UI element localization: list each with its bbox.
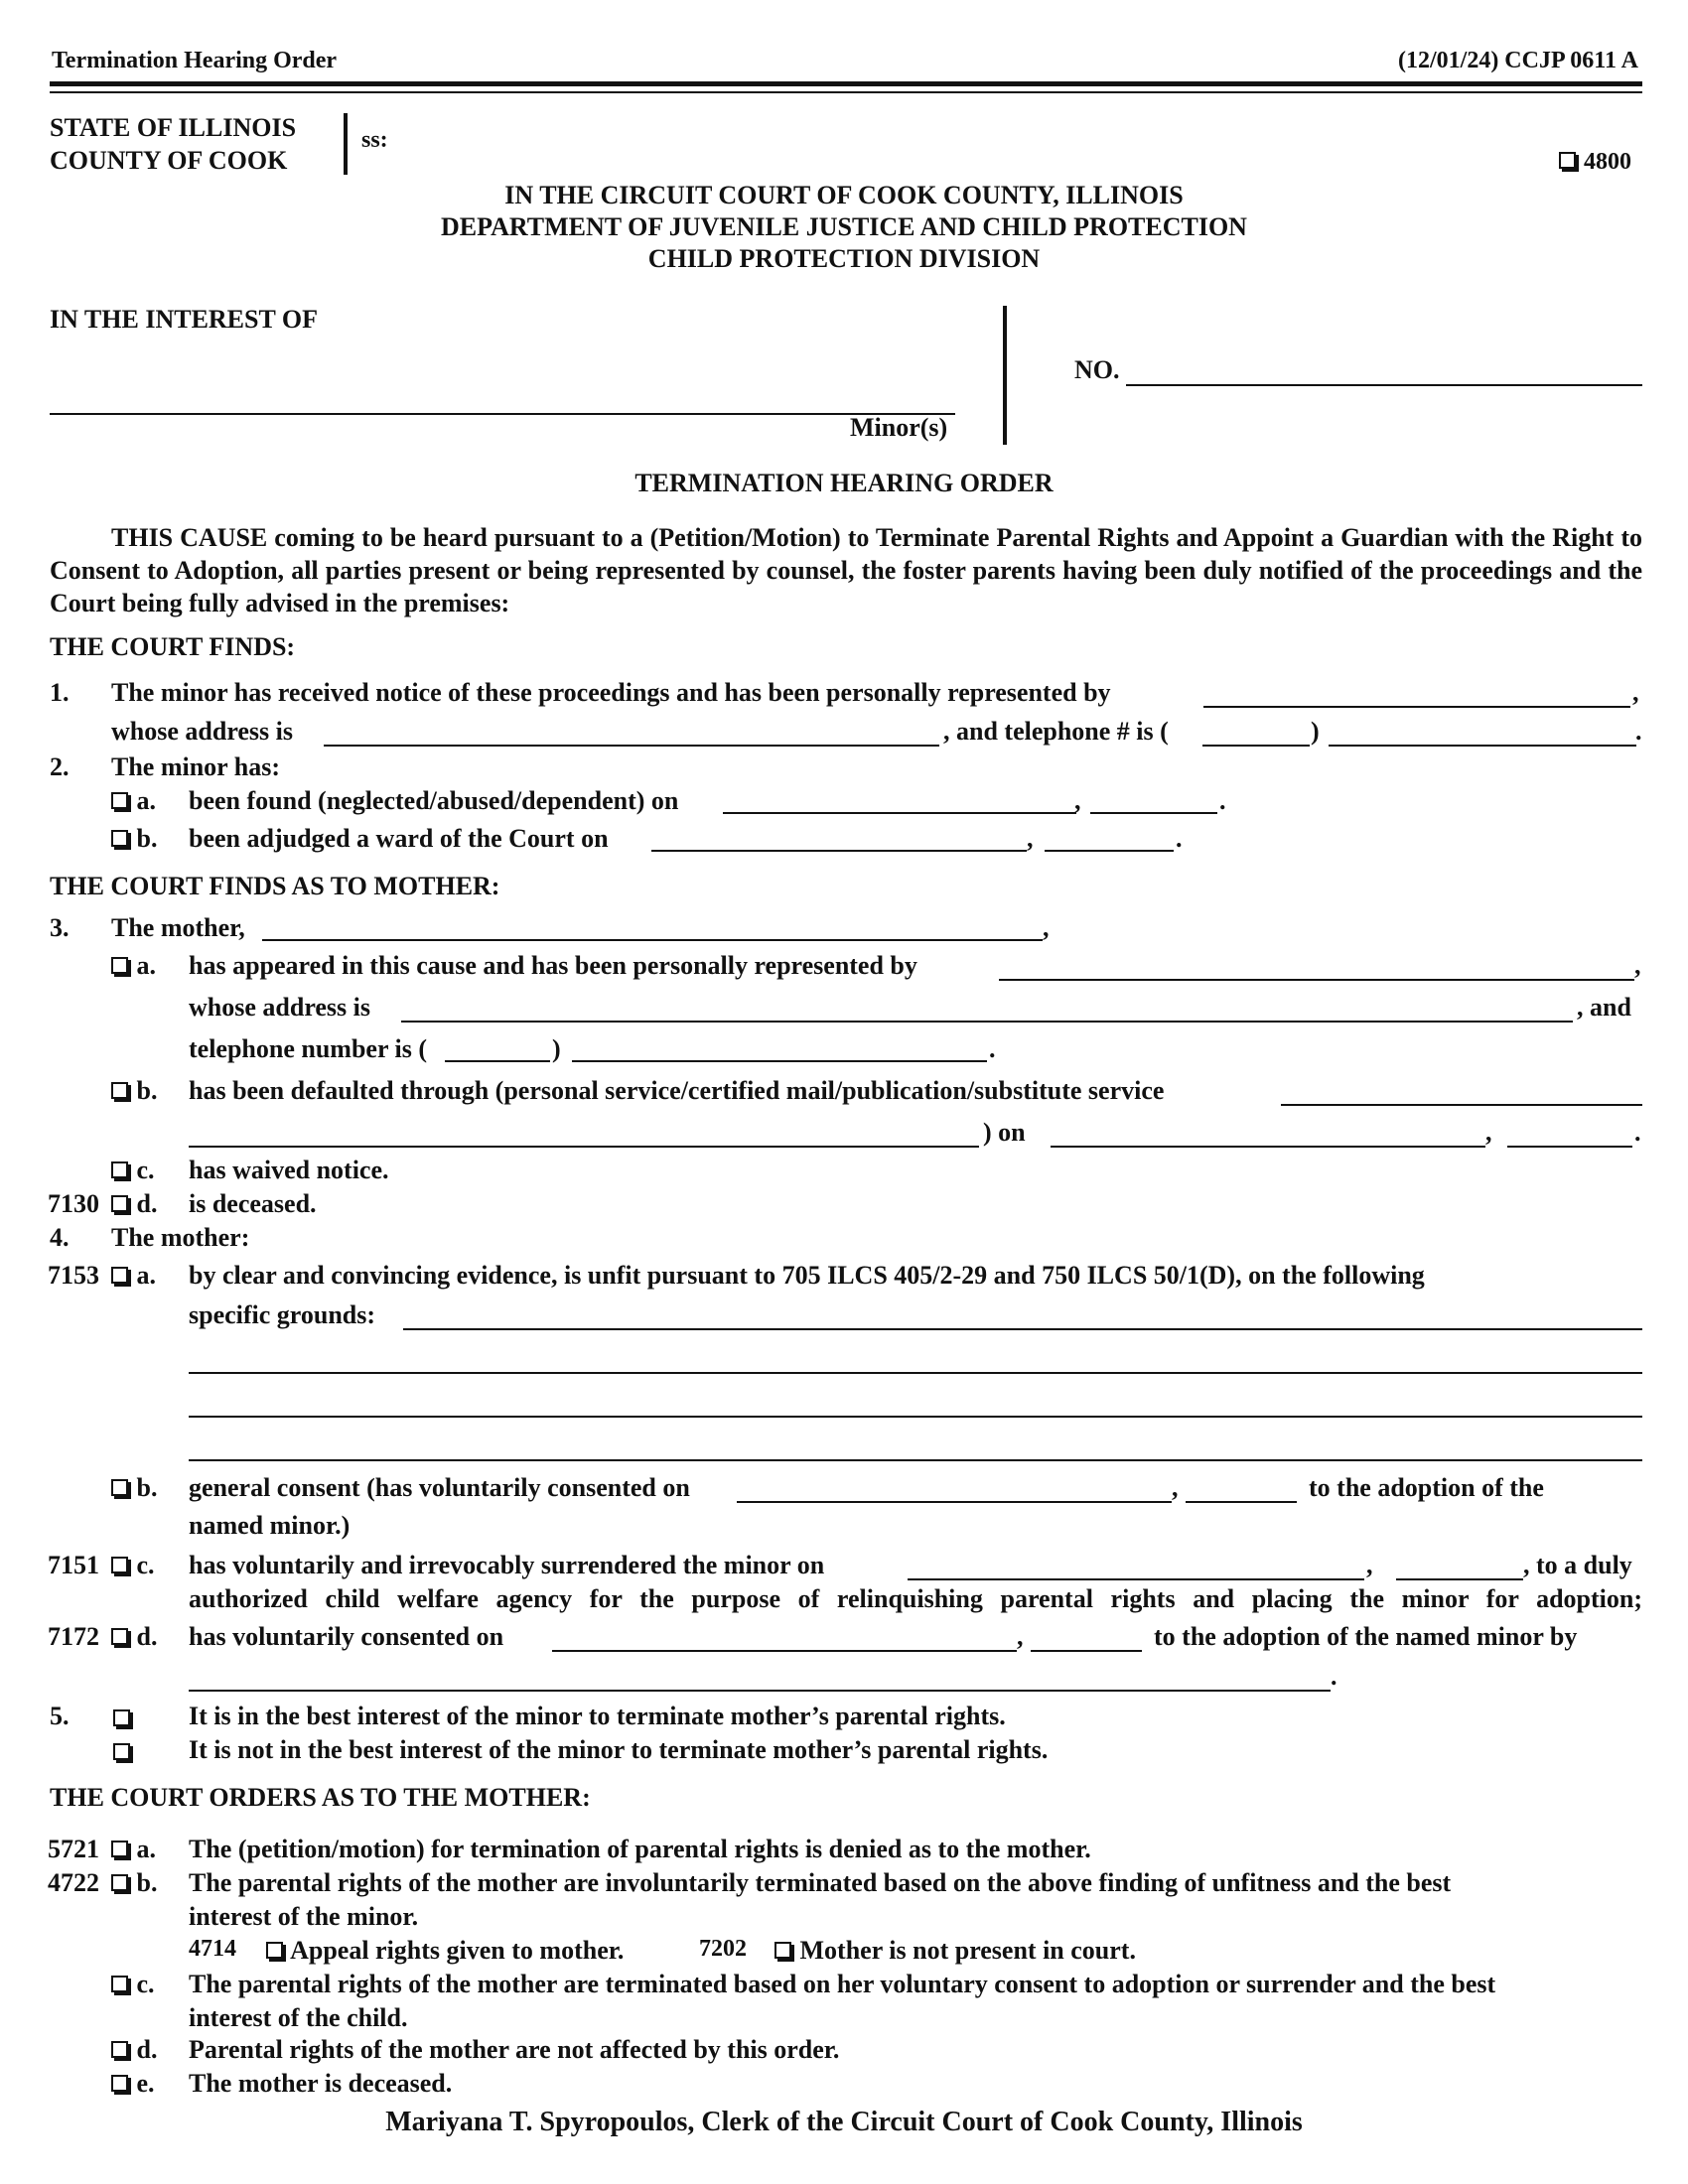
court-finds-heading: THE COURT FINDS: [50, 632, 296, 661]
item-3a-representative-line[interactable] [999, 979, 1634, 981]
item-3d-text: is deceased. [189, 1189, 317, 1218]
item-3a-address-line[interactable] [401, 1021, 1573, 1023]
checkbox-3a[interactable] [111, 957, 128, 974]
item-5-number: 5. [50, 1702, 70, 1730]
item-4-number: 4. [50, 1223, 70, 1252]
item-3b-text: has been defaulted through (personal service/certified mail/publication/substitute service [189, 1076, 1165, 1105]
item-3b: b. [111, 1076, 157, 1106]
order-b-code: 4722 [48, 1868, 99, 1897]
case-no-label: NO. [1074, 355, 1120, 384]
grounds-line-1[interactable] [403, 1328, 1642, 1330]
item-5-not-best-interest: It is not in the best interest of the minor to terminate mother’s parental rights. [189, 1735, 1049, 1764]
item-4c-text2: authorized child welfare agency for the purpose of relinquishing parental rights and placing the minor for adoption; [189, 1584, 1642, 1613]
item-1-area-code-line[interactable] [1202, 745, 1310, 747]
item-4c-code: 7151 [48, 1551, 99, 1579]
item-4d-date-line[interactable] [552, 1650, 1017, 1652]
item-4d-text: has voluntarily consented on [189, 1622, 504, 1651]
item-4d-code: 7172 [48, 1622, 99, 1651]
order-d-text: Parental rights of the mother are not affected by this order. [189, 2035, 840, 2064]
order-e-text: The mother is deceased. [189, 2069, 453, 2098]
checkbox-4b[interactable] [111, 1479, 128, 1496]
item-2a-year-line[interactable] [1090, 812, 1217, 814]
order-e: e. [111, 2069, 155, 2099]
mother-not-present: Mother is not present in court. [774, 1936, 1136, 1966]
item-3b-on: ) on [983, 1118, 1026, 1147]
item-1-phone-label: , and telephone # is ( [943, 717, 1169, 746]
item-3a-phone-label: telephone number is ( [189, 1034, 428, 1063]
checkbox-4d[interactable] [111, 1628, 128, 1645]
checkbox-3b[interactable] [111, 1082, 128, 1099]
item-1-representative-line[interactable] [1203, 706, 1630, 708]
item-4b: b. [111, 1473, 157, 1503]
venue-county: COUNTY OF COOK [50, 146, 288, 175]
order-b-text2: interest of the minor. [189, 1902, 419, 1931]
order-b-text: The parental rights of the mother are involuntarily terminated based on the above finding of unfitness and the best [189, 1868, 1452, 1897]
not-present-code: 7202 [699, 1936, 747, 1962]
order-a: a. [111, 1835, 156, 1864]
appeal-code: 4714 [189, 1936, 236, 1962]
order-b: b. [111, 1868, 157, 1898]
checkbox-order-c[interactable] [111, 1976, 128, 1992]
item-4-text: The mother: [111, 1223, 250, 1252]
item-3-number: 3. [50, 913, 70, 942]
item-3c-text: has waived notice. [189, 1156, 389, 1184]
checkbox-4a[interactable] [111, 1267, 128, 1284]
item-4c-tail: , to a duly [1523, 1551, 1632, 1579]
item-2b: b. [111, 824, 157, 854]
checkbox-3c[interactable] [111, 1161, 128, 1178]
document-title: TERMINATION HEARING ORDER [634, 469, 1054, 497]
item-3a: a. [111, 951, 156, 981]
checkbox-2a[interactable] [111, 792, 128, 809]
item-2-text: The minor has: [111, 752, 280, 781]
item-4d-tail: to the adoption of the named minor by [1154, 1622, 1578, 1651]
grounds-line-4[interactable] [189, 1459, 1642, 1461]
item-3a-text: has appeared in this cause and has been personally represented by [189, 951, 917, 980]
item-4c: c. [111, 1551, 155, 1580]
item-4b-date-line[interactable] [737, 1501, 1172, 1503]
item-2a-date-line[interactable] [723, 812, 1076, 814]
item-4a: a. [111, 1261, 156, 1291]
header-rule-thin [50, 91, 1642, 93]
checkbox-2b[interactable] [111, 830, 128, 847]
item-3d: d. [111, 1189, 157, 1219]
order-c: c. [111, 1970, 155, 1999]
mother-findings-heading: THE COURT FINDS AS TO MOTHER: [50, 872, 500, 900]
order-d: d. [111, 2035, 157, 2065]
mother-name-line[interactable] [262, 939, 1043, 941]
item-4c-year-line[interactable] [1396, 1578, 1523, 1580]
item-2-number: 2. [50, 752, 70, 781]
item-4d-year-line[interactable] [1031, 1650, 1142, 1652]
order-a-code: 5721 [48, 1835, 99, 1863]
item-3a-area-code-line[interactable] [445, 1060, 550, 1062]
court-line-3: CHILD PROTECTION DIVISION [647, 244, 1041, 273]
checkbox-5-best-interest[interactable] [113, 1709, 130, 1726]
form-code: (12/01/24) CCJP 0611 A [1397, 48, 1638, 73]
item-2b-date-line[interactable] [651, 850, 1027, 852]
venue-bar [344, 113, 348, 175]
item-3b-date-line[interactable] [1051, 1146, 1485, 1148]
checkbox-4c[interactable] [111, 1557, 128, 1573]
checkbox-5-not-best-interest[interactable] [113, 1743, 130, 1760]
checkbox-order-e[interactable] [111, 2075, 128, 2092]
item-3b-year-line[interactable] [1507, 1146, 1632, 1148]
item-2a: a. [111, 786, 156, 816]
item-4a-text: by clear and convincing evidence, is unfit pursuant to 705 ILCS 405/2-29 and 750 ILCS 50/1(D), on the following [189, 1261, 1425, 1290]
item-5-best-interest: It is in the best interest of the minor to terminate mother’s parental rights. [189, 1702, 1006, 1730]
minors-label: Minor(s) [850, 413, 948, 442]
item-3a-phone-line[interactable] [572, 1060, 987, 1062]
item-2b-text: been adjudged a ward of the Court on [189, 824, 609, 853]
checkbox-appeal-rights[interactable] [266, 1942, 283, 1959]
grounds-line-3[interactable] [189, 1416, 1642, 1418]
grounds-line-2[interactable] [189, 1372, 1642, 1374]
item-1-address-label: whose address is [111, 717, 294, 746]
checkbox-order-a[interactable] [111, 1841, 128, 1857]
court-line-1: IN THE CIRCUIT COURT OF COOK COUNTY, ILLINOIS [504, 181, 1184, 209]
item-3d-code: 7130 [48, 1189, 99, 1218]
checkbox-mother-not-present[interactable] [774, 1942, 791, 1959]
checkbox-3d[interactable] [111, 1195, 128, 1212]
venue-state: STATE OF ILLINOIS [50, 113, 297, 142]
item-3c: c. [111, 1156, 155, 1185]
item-4b-text: general consent (has voluntarily consented on [189, 1473, 690, 1502]
item-4d: d. [111, 1622, 157, 1652]
venue-ss: ss: [361, 127, 388, 153]
item-2a-text: been found (neglected/abused/dependent) on [189, 786, 679, 815]
checkbox-4800[interactable] [1559, 152, 1576, 169]
order-a-text: The (petition/motion) for termination of parental rights is denied as to the mother. [189, 1835, 1091, 1863]
item-4c-date-line[interactable] [908, 1578, 1364, 1580]
minor-name-line[interactable] [50, 413, 955, 415]
in-the-interest-of: IN THE INTEREST OF [50, 305, 318, 334]
order-c-text: The parental rights of the mother are terminated based on her voluntary consent to adoption or surrender and the best [189, 1970, 1496, 1998]
item-4b-year-line[interactable] [1186, 1501, 1297, 1503]
item-4a-code: 7153 [48, 1261, 99, 1290]
appeal-rights: Appeal rights given to mother. [266, 1936, 624, 1966]
intro-paragraph: THIS CAUSE coming to be heard pursuant to a (Petition/Motion) to Terminate Parental Rights and Appoint a Guardian with the Right to Consent to Adoption, all parties present or being represented by counsel, the foster parents having been duly notified of the proceedings and the Court being fully advised in the premises: [50, 523, 1642, 617]
header-rule-thick [50, 81, 1642, 86]
item-3-text: The mother, [111, 913, 245, 942]
item-3a-address-label: whose address is [189, 993, 371, 1022]
item-1-address-line[interactable] [324, 745, 939, 747]
checkbox-order-b[interactable] [111, 1874, 128, 1891]
item-4b-tail: to the adoption of the [1309, 1473, 1544, 1502]
case-no-line[interactable] [1126, 384, 1642, 386]
orders-heading: THE COURT ORDERS AS TO THE MOTHER: [50, 1783, 591, 1812]
caption-bar [1003, 306, 1007, 445]
clerk-footer: Mariyana T. Spyropoulos, Clerk of the Circuit Court of Cook County, Illinois [385, 2107, 1303, 2137]
item-1-number: 1. [50, 678, 70, 707]
item-3a-and: , and [1577, 993, 1631, 1022]
item-2b-year-line[interactable] [1045, 850, 1174, 852]
item-3b-service-line-1[interactable] [1281, 1104, 1642, 1106]
item-3b-service-line-2[interactable] [189, 1146, 979, 1148]
checkbox-order-d[interactable] [111, 2041, 128, 2058]
form-title: Termination Hearing Order [52, 48, 338, 73]
item-4d-adopter-line[interactable] [189, 1690, 1331, 1692]
item-4b-text2: named minor.) [189, 1511, 351, 1540]
item-4c-text: has voluntarily and irrevocably surrendered the minor on [189, 1551, 825, 1579]
item-1-phone-line[interactable] [1329, 745, 1636, 747]
item-4a-grounds-label: specific grounds: [189, 1300, 376, 1329]
court-line-2: DEPARTMENT OF JUVENILE JUSTICE AND CHILD PROTECTION [441, 212, 1247, 241]
code-4800: 4800 [1559, 149, 1631, 176]
order-c-text2: interest of the child. [189, 2003, 408, 2032]
item-1-text: The minor has received notice of these proceedings and has been personally represented by [111, 678, 1111, 707]
